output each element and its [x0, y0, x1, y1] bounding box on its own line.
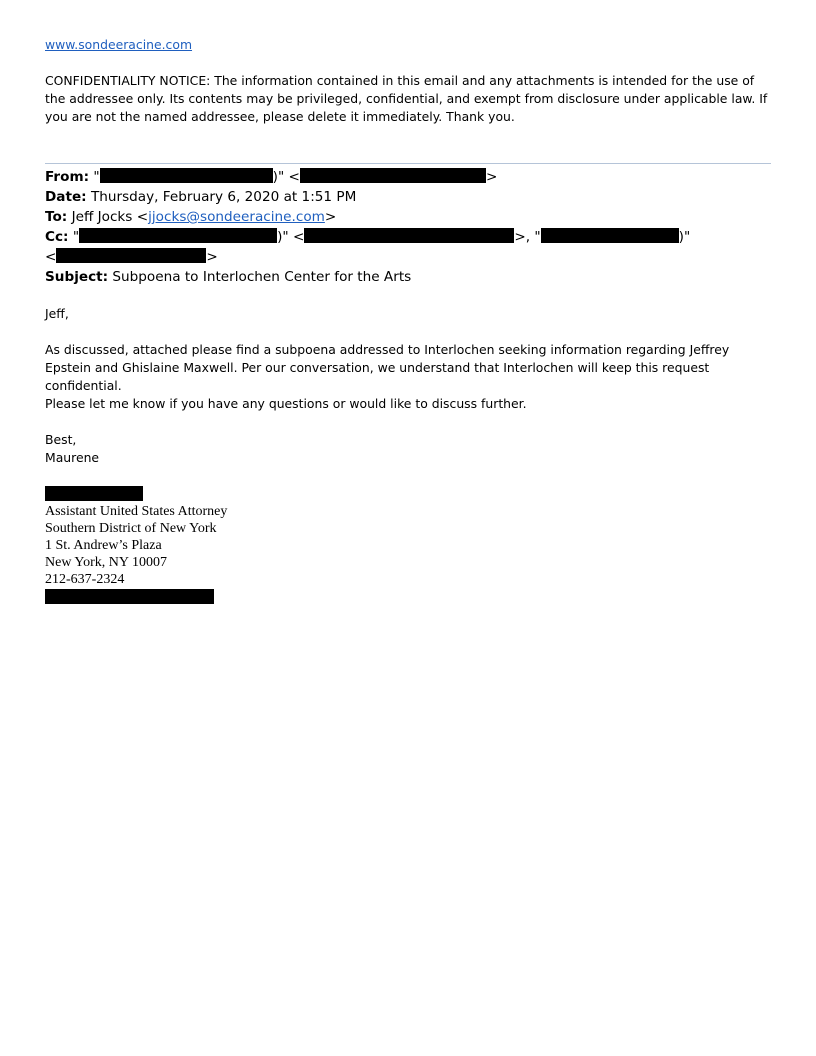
redacted-cc-name-2 — [541, 228, 679, 243]
date-value: Thursday, February 6, 2020 at 1:51 PM — [90, 189, 357, 205]
cc-sep-1: )" < — [277, 229, 305, 245]
subject-label: Subject: — [45, 269, 109, 285]
body-paragraph-1: As discussed, attached please find a subpoena addressed to Interlochen seeking information regarding Jeffrey Epstein and Ghislaine Maxwell. Per our conversation, we understand that Interlochen will keep this request confidential. — [45, 342, 730, 393]
to-name: Jeff Jocks < — [71, 209, 149, 225]
date-label: Date: — [45, 189, 87, 205]
cc-bracket-open: < — [45, 249, 57, 265]
signature-office: Southern District of New York — [45, 521, 217, 536]
confidentiality-notice: CONFIDENTIALITY NOTICE: The information contained in this email and any attachments is intended for the use of the addressee only. Its contents may be privileged, confidential, and exempt from disclosure under applicable law. If you are not the named addressee, please delete it immediately. Thank you. — [45, 73, 768, 124]
header-divider — [45, 163, 771, 164]
to-label: To: — [45, 209, 68, 225]
redacted-from-email — [300, 168, 486, 183]
website-link[interactable]: www.sondeeracine.com — [45, 37, 193, 52]
redacted-cc-email-2 — [56, 248, 206, 263]
body-paragraph-2: Please let me know if you have any questions or would like to discuss further. — [45, 396, 527, 411]
cc-sep-3: )" — [678, 229, 691, 245]
cc-line-continued — [45, 247, 218, 267]
signature-city: New York, NY 10007 — [45, 555, 167, 570]
subject-value: Subpoena to Interlochen Center for the Arts — [112, 269, 412, 285]
from-quote-close: )" < — [272, 169, 300, 185]
cc-quote-open: " — [72, 229, 80, 245]
cc-label: Cc: — [45, 229, 69, 245]
from-label: From: — [45, 169, 90, 185]
to-email-link[interactable]: jjocks@sondeeracine.com — [148, 209, 325, 225]
sender-first-name: Maurene — [45, 450, 100, 465]
from-bracket-close: > — [485, 169, 498, 185]
to-close: > — [324, 209, 337, 225]
from-quote-open: " — [93, 169, 100, 185]
subject-line — [45, 267, 411, 287]
cc-sep-2: >, " — [514, 229, 541, 245]
cc-line — [45, 227, 690, 247]
from-line — [45, 167, 497, 187]
redacted-signature-name — [45, 486, 143, 501]
redacted-from-name — [100, 168, 273, 183]
redacted-cc-email-1 — [304, 228, 514, 243]
closing: Best, — [45, 432, 77, 447]
signature-title: Assistant United States Attorney — [45, 504, 228, 519]
redacted-cc-name-1 — [79, 228, 277, 243]
signature-street: 1 St. Andrew’s Plaza — [45, 538, 162, 553]
cc-bracket-close: > — [206, 249, 218, 265]
to-line — [45, 207, 336, 227]
greeting: Jeff, — [45, 306, 69, 321]
signature-phone: 212-637-2324 — [45, 572, 125, 587]
date-line — [45, 187, 356, 207]
redacted-signature-email — [45, 589, 214, 604]
